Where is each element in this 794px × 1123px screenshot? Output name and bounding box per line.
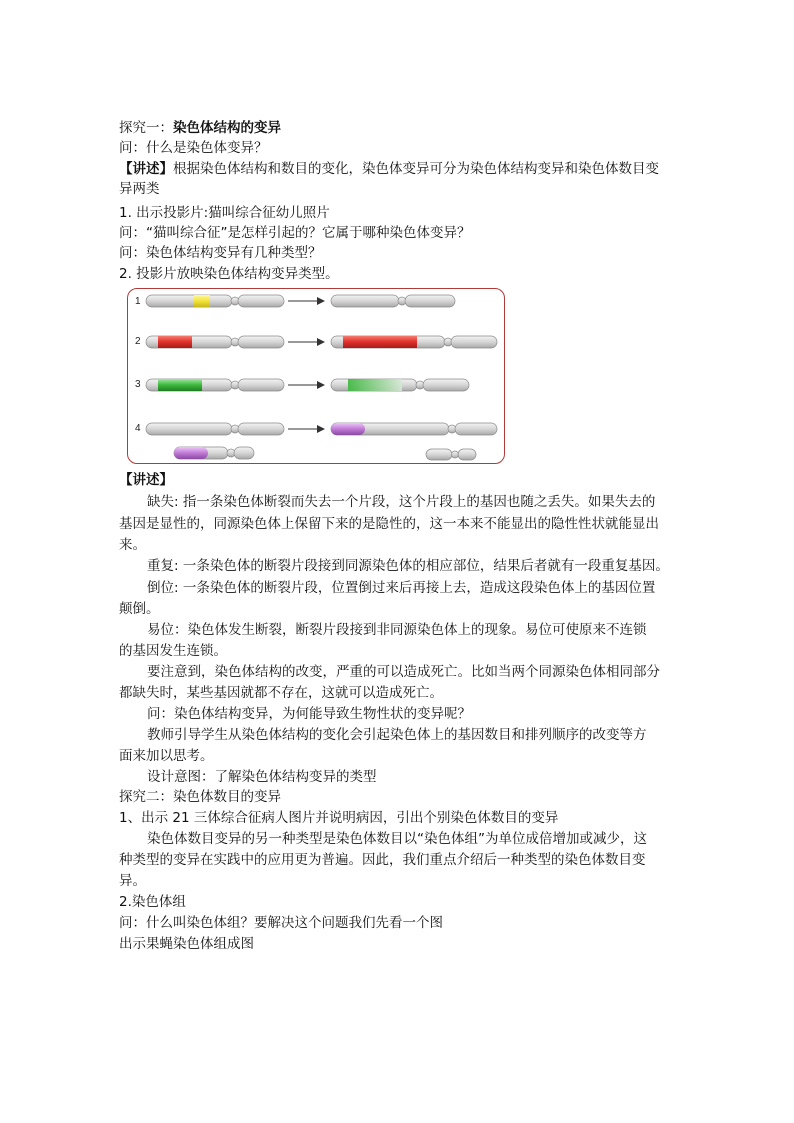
row-number-4: 4 xyxy=(135,423,141,434)
lecture-tag: 【讲述】 xyxy=(119,472,173,488)
lecture-text: 根据染色体结构和数目的变化，染色体变异可分为染色体结构变异和染色体数目变 xyxy=(173,161,659,177)
show-figure-line: 出示果蝇染色体组成图 xyxy=(119,936,254,952)
inversion-original-chromosome xyxy=(146,379,284,391)
translocation-original-chromosome xyxy=(146,423,284,435)
translocation-paragraph-line2: 的基因发生连锁。 xyxy=(119,643,227,659)
question-line: 问：什么是染色体变异？ xyxy=(119,140,268,156)
duplication-result-chromosome xyxy=(331,336,497,348)
inversion-result-chromosome xyxy=(331,379,469,391)
duplication-original-chromosome xyxy=(146,336,284,348)
section1-prefix: 探究一： xyxy=(119,120,173,136)
section2-heading: 探究二：染色体数目的变异 xyxy=(119,789,281,805)
question-line: 问：染色体结构变异有几种类型？ xyxy=(119,245,322,261)
lecture-continuation: 异两类 xyxy=(119,181,160,197)
lecture-paragraph xyxy=(119,159,679,179)
lecture-tag: 【讲述】 xyxy=(119,161,173,177)
guide-paragraph-line2: 面来加以思考。 xyxy=(119,748,214,764)
translocation-result-chromosome xyxy=(331,423,497,435)
translocation-donor-chromosome xyxy=(174,447,254,459)
list-item-1: 1. 出示投影片:猫叫综合征幼儿照片 xyxy=(119,205,330,221)
translocation-paragraph: 易位：染色体发生断裂，断裂片段接到非同源染色体上的现象。易位可使原来不连锁 xyxy=(147,622,647,638)
question-line: 问：什么叫染色体组？要解决这个问题我们先看一个图 xyxy=(119,915,443,931)
list-item-1: 1、出示 21 三体综合征病人图片并说明病因，引出个别染色体数目的变异 xyxy=(119,810,559,826)
deletion-paragraph-line2: 基因是显性的，同源染色体上保留下来的是隐性的，这一本来不能显出的隐性性状就能显出 xyxy=(119,516,659,532)
chromosome-diagram xyxy=(128,289,506,465)
row-number-2: 2 xyxy=(135,336,141,347)
row-number-3: 3 xyxy=(135,379,141,390)
translocation-remnant-chromosome xyxy=(426,449,476,460)
question-line: 问：“猫叫综合征”是怎样引起的？它属于哪种染色体变异？ xyxy=(119,225,471,241)
note-paragraph: 要注意到，染色体结构的改变，严重的可以造成死亡。比如当两个同源染色体相同部分 xyxy=(147,664,660,680)
design-intent: 设计意图：了解染色体结构变异的类型 xyxy=(147,769,377,785)
section1-title: 染色体结构的变异 xyxy=(173,120,281,136)
deletion-original-chromosome xyxy=(146,295,284,307)
chromosome-variation-figure xyxy=(127,288,505,464)
inversion-paragraph: 倒位: 一条染色体的断裂片段，位置倒过来后再接上去，造成这段染色体上的基因位置 xyxy=(147,580,656,596)
list-item-2: 2.染色体组 xyxy=(119,894,186,910)
note-paragraph-line2: 都缺失时，某些基因就都不存在，这就可以造成死亡。 xyxy=(119,685,443,701)
row-number-1: 1 xyxy=(135,296,141,307)
deletion-paragraph: 缺失: 指一条染色体断裂而失去一个片段，这个片段上的基因也随之丢失。如果失去的 xyxy=(147,494,656,510)
duplication-paragraph: 重复: 一条染色体的断裂片段接到同源染色体的相应部位，结果后者就有一段重复基因。 xyxy=(147,558,669,574)
section2-paragraph-line2: 种类型的变异在实践中的应用更为普遍。因此，我们重点介绍后一种类型的染色体数目变 xyxy=(119,852,646,868)
section2-paragraph-line3: 异。 xyxy=(119,873,146,889)
deletion-result-chromosome xyxy=(331,295,455,307)
question-line: 问：染色体结构变异，为何能导致生物性状的变异呢？ xyxy=(147,706,471,722)
section2-paragraph: 染色体数目变异的另一种类型是染色体数目以“染色体组”为单位成倍增加或减少，这 xyxy=(147,831,647,847)
section1-heading xyxy=(119,118,679,138)
list-item-2: 2. 投影片放映染色体结构变异类型。 xyxy=(119,266,339,282)
inversion-paragraph-line2: 颠倒。 xyxy=(119,601,160,617)
guide-paragraph: 教师引导学生从染色体结构的变化会引起染色体上的基因数目和排列顺序的改变等方 xyxy=(147,727,647,743)
deletion-paragraph-line3: 来。 xyxy=(119,537,146,553)
